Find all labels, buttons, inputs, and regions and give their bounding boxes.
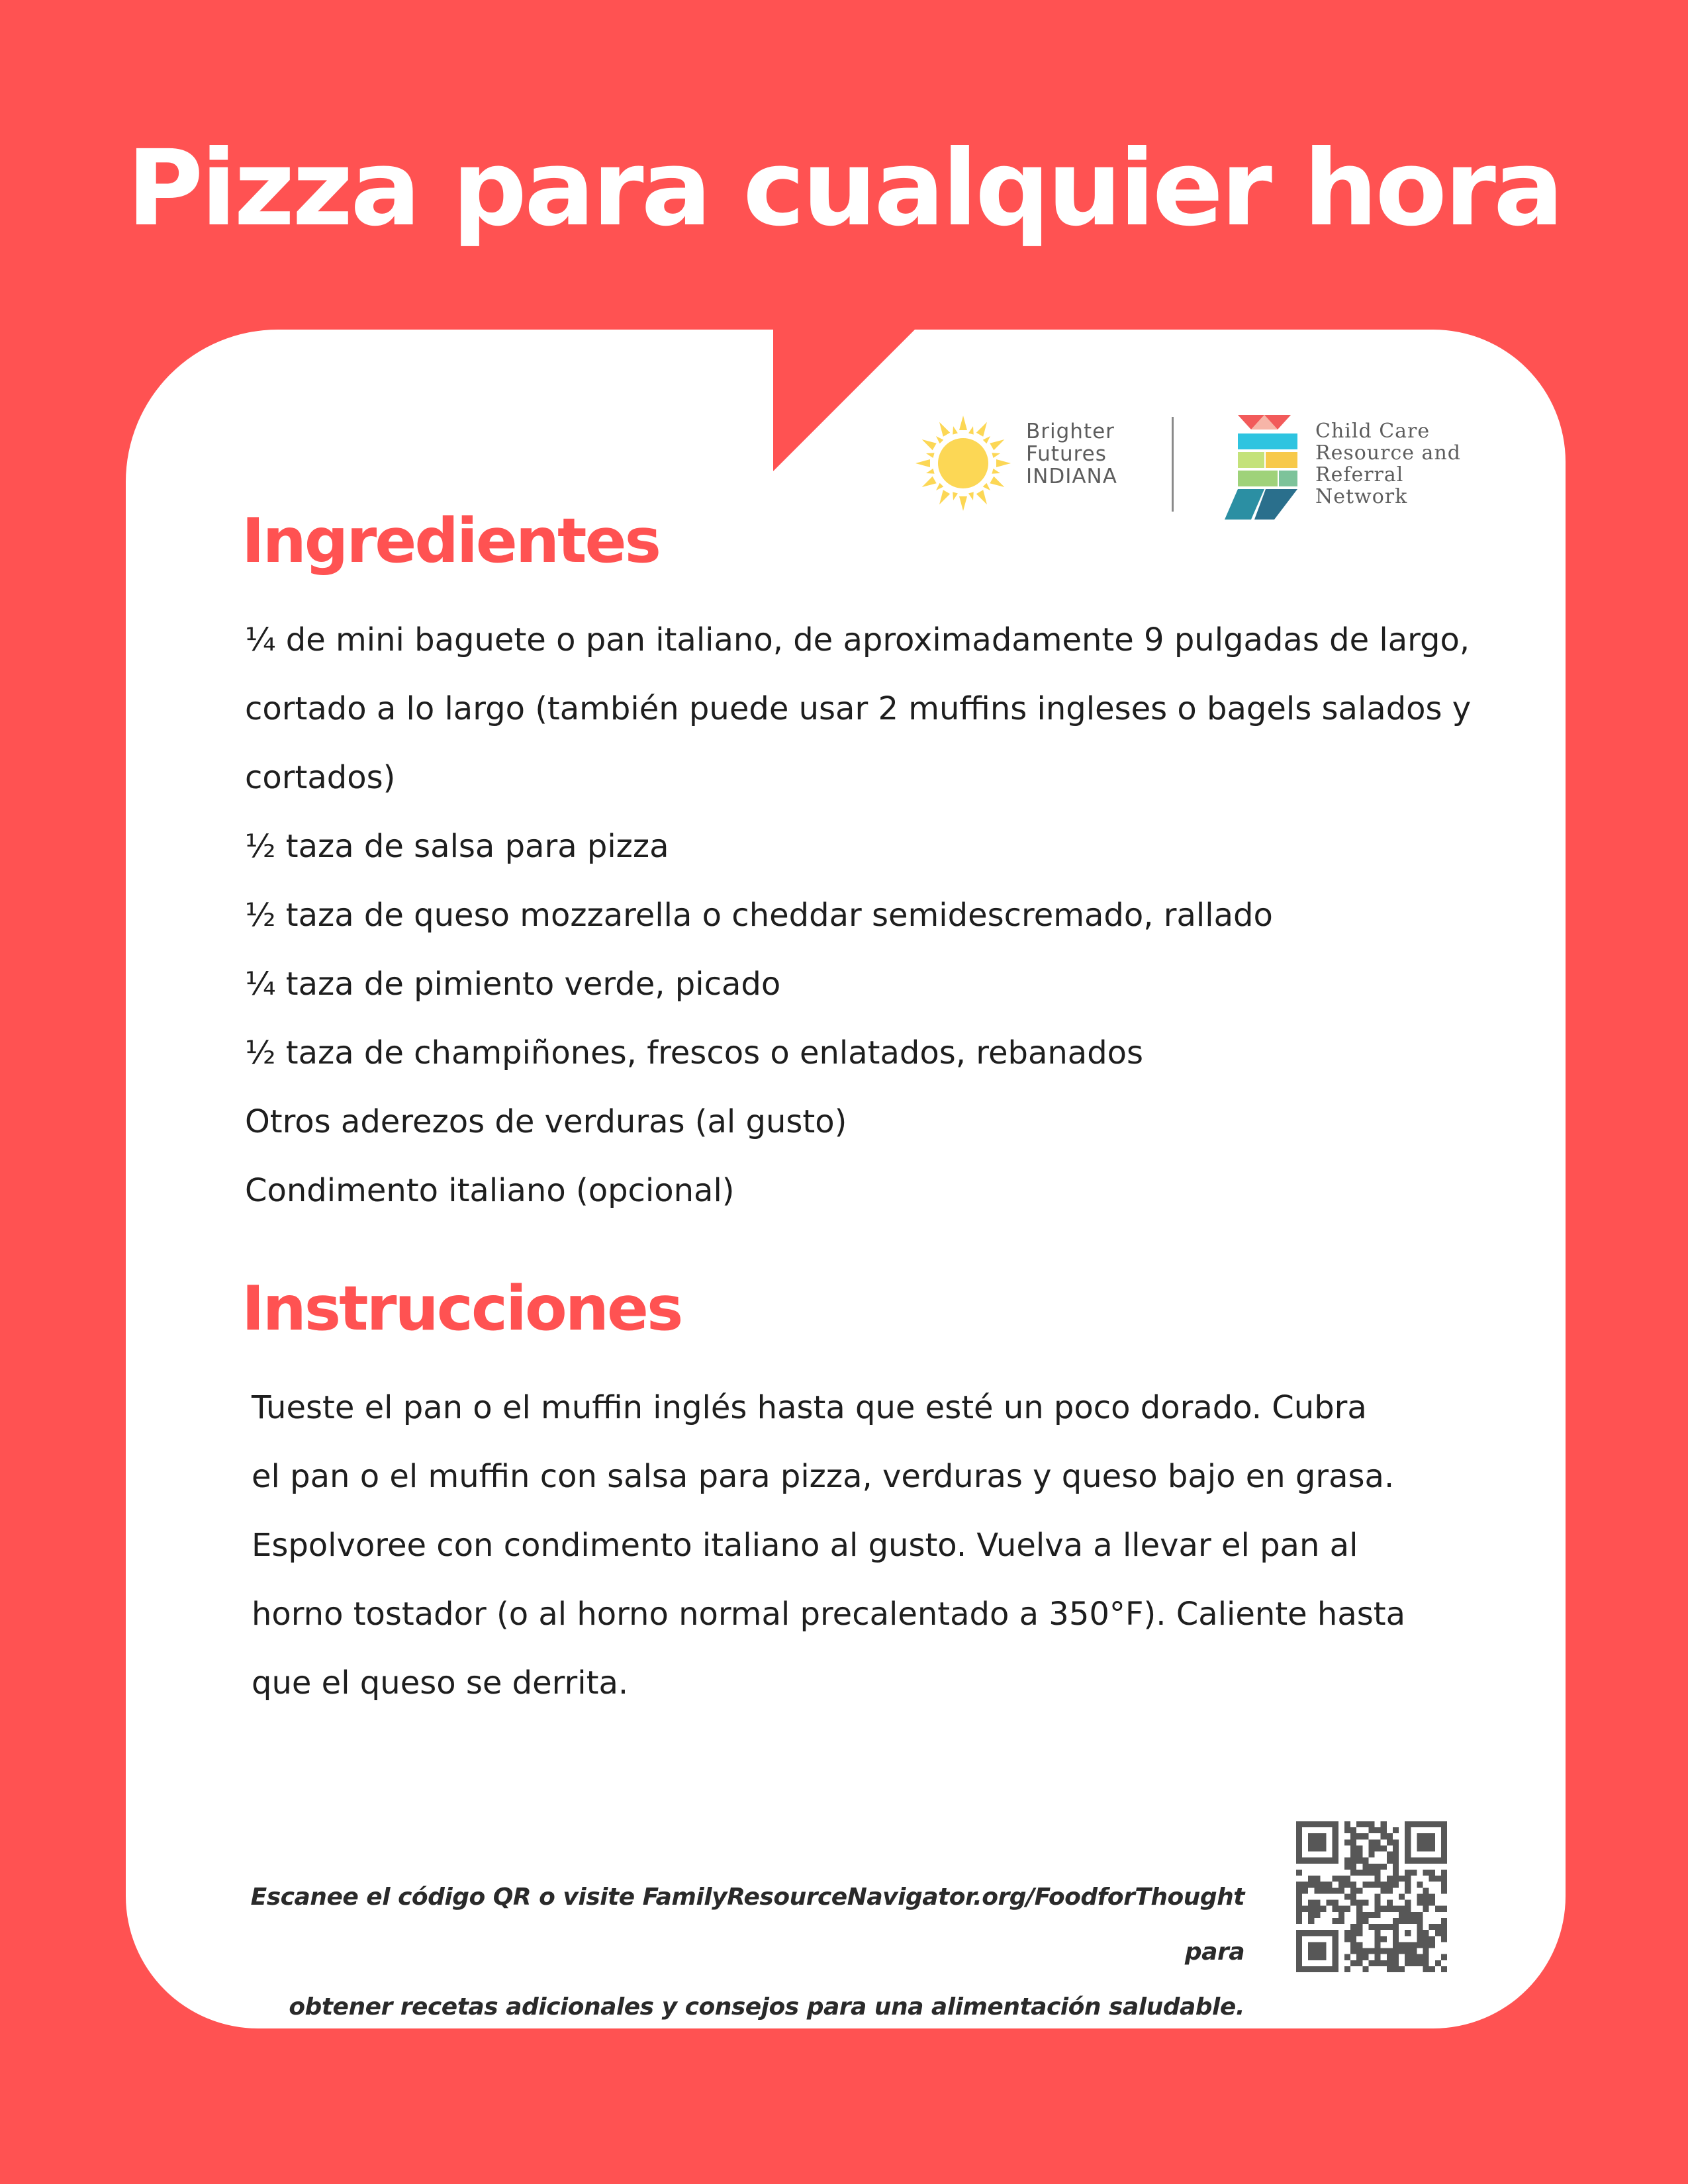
instruction-line: Espolvoree con condimento italiano al gusto. Vuelva a llevar el pan al	[252, 1527, 1358, 1564]
instruction-line: que el queso se derrita.	[252, 1664, 629, 1702]
qr-code-icon[interactable]	[1296, 1821, 1447, 1972]
ingredient-line: ½ taza de champiñones, frescos o enlatados, rebanados	[245, 1034, 1144, 1071]
footer-note	[199, 1870, 1244, 2034]
brighter-futures-wordmark: Brighter Futures INDIANA	[1026, 420, 1117, 488]
ingredient-line: Condimento italiano (opcional)	[245, 1172, 735, 1209]
logo-bar	[907, 407, 1503, 539]
instruction-line: Tueste el pan o el muffin inglés hasta que esté un poco dorado. Cubra	[252, 1389, 1367, 1426]
ingredients-heading: Ingredientes	[242, 505, 659, 576]
instruction-line: el pan o el muffin con salsa para pizza, verduras y queso bajo en grasa.	[252, 1458, 1395, 1495]
instructions-text	[252, 1373, 1463, 1717]
ccr-network-indiana-icon	[1225, 415, 1304, 534]
ccr-network-wordmark: Child Care Resource and Referral Network	[1315, 420, 1461, 508]
ingredient-line: ¼ taza de pimiento verde, picado	[245, 966, 781, 1003]
footer-line-1: Escanee el código QR o visite FamilyResourceNavigator.org/FoodforThought para	[250, 1884, 1244, 1966]
logo-divider	[1172, 417, 1174, 512]
footer-line-2: obtener recetas adicionales y consejos para una alimentación saludable.	[289, 1993, 1244, 2021]
ingredients-list	[245, 606, 1503, 1225]
page-title: Pizza para cualquier hora	[126, 128, 1562, 250]
ingredient-line: Otros aderezos de verduras (al gusto)	[245, 1103, 847, 1140]
instruction-line: horno tostador (o al horno normal precalentado a 350°F). Caliente hasta	[252, 1596, 1405, 1633]
brighter-futures-sun-icon	[914, 414, 1013, 513]
ingredient-line: cortado a lo largo (también puede usar 2 muffins ingleses o bagels salados y	[245, 690, 1472, 727]
ingredient-line: cortados)	[245, 759, 396, 796]
ingredient-line: ½ taza de salsa para pizza	[245, 828, 669, 865]
ingredient-line: ½ taza de queso mozzarella o cheddar semidescremado, rallado	[245, 897, 1273, 934]
ingredient-line: ¼ de mini baguete o pan italiano, de aproximadamente 9 pulgadas de largo,	[245, 621, 1470, 659]
instructions-heading: Instrucciones	[242, 1273, 682, 1344]
